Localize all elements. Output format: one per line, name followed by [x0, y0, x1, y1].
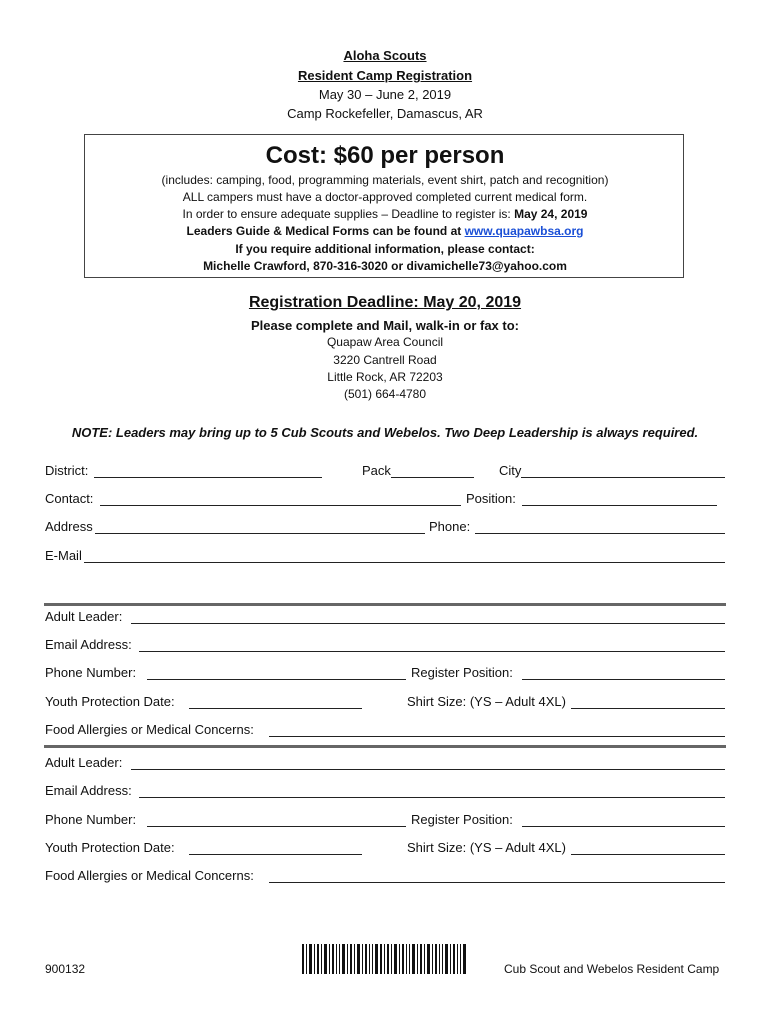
- leader2-position-label: Register Position:: [411, 812, 513, 827]
- barcode-image: [302, 944, 466, 974]
- info-text: If you require additional information, please contact:: [235, 242, 535, 256]
- leader2-allergies-label: Food Allergies or Medical Concerns:: [45, 868, 254, 883]
- leader2-allergies-field[interactable]: [269, 882, 725, 883]
- council-street: 3220 Cantrell Road: [333, 353, 437, 367]
- leader2-name-label: Adult Leader:: [45, 755, 123, 770]
- address-label: Address: [45, 519, 93, 534]
- camp-location: Camp Rockefeller, Damascus, AR: [287, 106, 483, 121]
- leader1-phone-label: Phone Number:: [45, 665, 137, 680]
- org-name: Aloha Scouts: [343, 48, 427, 63]
- medical-text: ALL campers must have a doctor-approved completed current medical form.: [182, 190, 588, 204]
- leader1-name-field[interactable]: [131, 623, 725, 624]
- council-phone: (501) 664-4780: [343, 387, 427, 401]
- leader1-allergies-label: Food Allergies or Medical Concerns:: [45, 722, 254, 737]
- leader2-ypt-field[interactable]: [189, 854, 362, 855]
- pack-label: Pack: [362, 463, 391, 478]
- guide-prefix: Leaders Guide & Medical Forms can be found at: [186, 224, 465, 238]
- district-label: District:: [45, 463, 89, 478]
- leader2-email-field[interactable]: [139, 797, 725, 798]
- section-divider-2: [44, 745, 726, 748]
- leader2-phone-field[interactable]: [147, 826, 406, 827]
- contact-text: Michelle Crawford, 870-316-3020 or divamichelle73@yahoo.com: [203, 259, 567, 273]
- leader1-name-label: Adult Leader:: [45, 609, 123, 624]
- leader1-shirt-field[interactable]: [571, 708, 725, 709]
- leader2-shirt-label: Shirt Size: (YS – Adult 4XL): [407, 840, 566, 855]
- leader1-phone-field[interactable]: [147, 679, 406, 680]
- registration-deadline: Registration Deadline: May 20, 2019: [248, 294, 522, 311]
- phone-label: Phone:: [429, 519, 471, 534]
- section-divider-1: [44, 603, 726, 606]
- leader2-position-field[interactable]: [522, 826, 725, 827]
- leader1-allergies-field[interactable]: [269, 736, 725, 737]
- leader1-shirt-label: Shirt Size: (YS – Adult 4XL): [407, 694, 566, 709]
- leader2-ypt-label: Youth Protection Date:: [45, 840, 175, 855]
- contact-label: Contact:: [45, 491, 94, 506]
- deadline-line: [0, 207, 770, 221]
- council-city: Little Rock, AR 72203: [327, 370, 443, 384]
- deadline-prefix: In order to ensure adequate supplies – Deadline to register is:: [182, 207, 515, 221]
- email-label: E-Mail: [45, 548, 82, 563]
- council-name: Quapaw Area Council: [326, 335, 444, 349]
- deadline-date: May 24, 2019: [514, 207, 588, 221]
- leader1-ypt-label: Youth Protection Date:: [45, 694, 175, 709]
- leader2-shirt-field[interactable]: [571, 854, 725, 855]
- city-field[interactable]: [521, 477, 725, 478]
- leader2-email-label: Email Address:: [45, 783, 132, 798]
- leader2-name-field[interactable]: [131, 769, 725, 770]
- leadership-note: NOTE: Leaders may bring up to 5 Cub Scouts and Webelos. Two Deep Leadership is always required.: [71, 425, 699, 440]
- leader1-position-field[interactable]: [522, 679, 725, 680]
- leader1-position-label: Register Position:: [411, 665, 513, 680]
- form-code: 900132: [45, 962, 86, 976]
- includes-text: (includes: camping, food, programming materials, event shirt, patch and recognition): [161, 173, 609, 187]
- guide-link[interactable]: www.quapawbsa.org: [464, 224, 584, 238]
- email-field[interactable]: [84, 562, 725, 563]
- guide-line: [0, 224, 770, 238]
- position-field[interactable]: [522, 505, 717, 506]
- form-name: Cub Scout and Webelos Resident Camp: [504, 962, 720, 976]
- pack-field[interactable]: [391, 477, 474, 478]
- leader2-phone-label: Phone Number:: [45, 812, 137, 827]
- cost-heading: Cost: $60 per person: [265, 142, 505, 169]
- leader1-email-label: Email Address:: [45, 637, 132, 652]
- mail-instructions: Please complete and Mail, walk-in or fax to:: [250, 318, 520, 333]
- address-field[interactable]: [95, 533, 425, 534]
- camp-dates: May 30 – June 2, 2019: [318, 87, 452, 102]
- leader1-email-field[interactable]: [139, 651, 725, 652]
- city-label: City: [499, 463, 522, 478]
- position-label: Position:: [466, 491, 516, 506]
- district-field[interactable]: [94, 477, 322, 478]
- phone-field[interactable]: [475, 533, 725, 534]
- contact-field[interactable]: [100, 505, 461, 506]
- leader1-ypt-field[interactable]: [189, 708, 362, 709]
- form-title: Resident Camp Registration: [297, 68, 473, 83]
